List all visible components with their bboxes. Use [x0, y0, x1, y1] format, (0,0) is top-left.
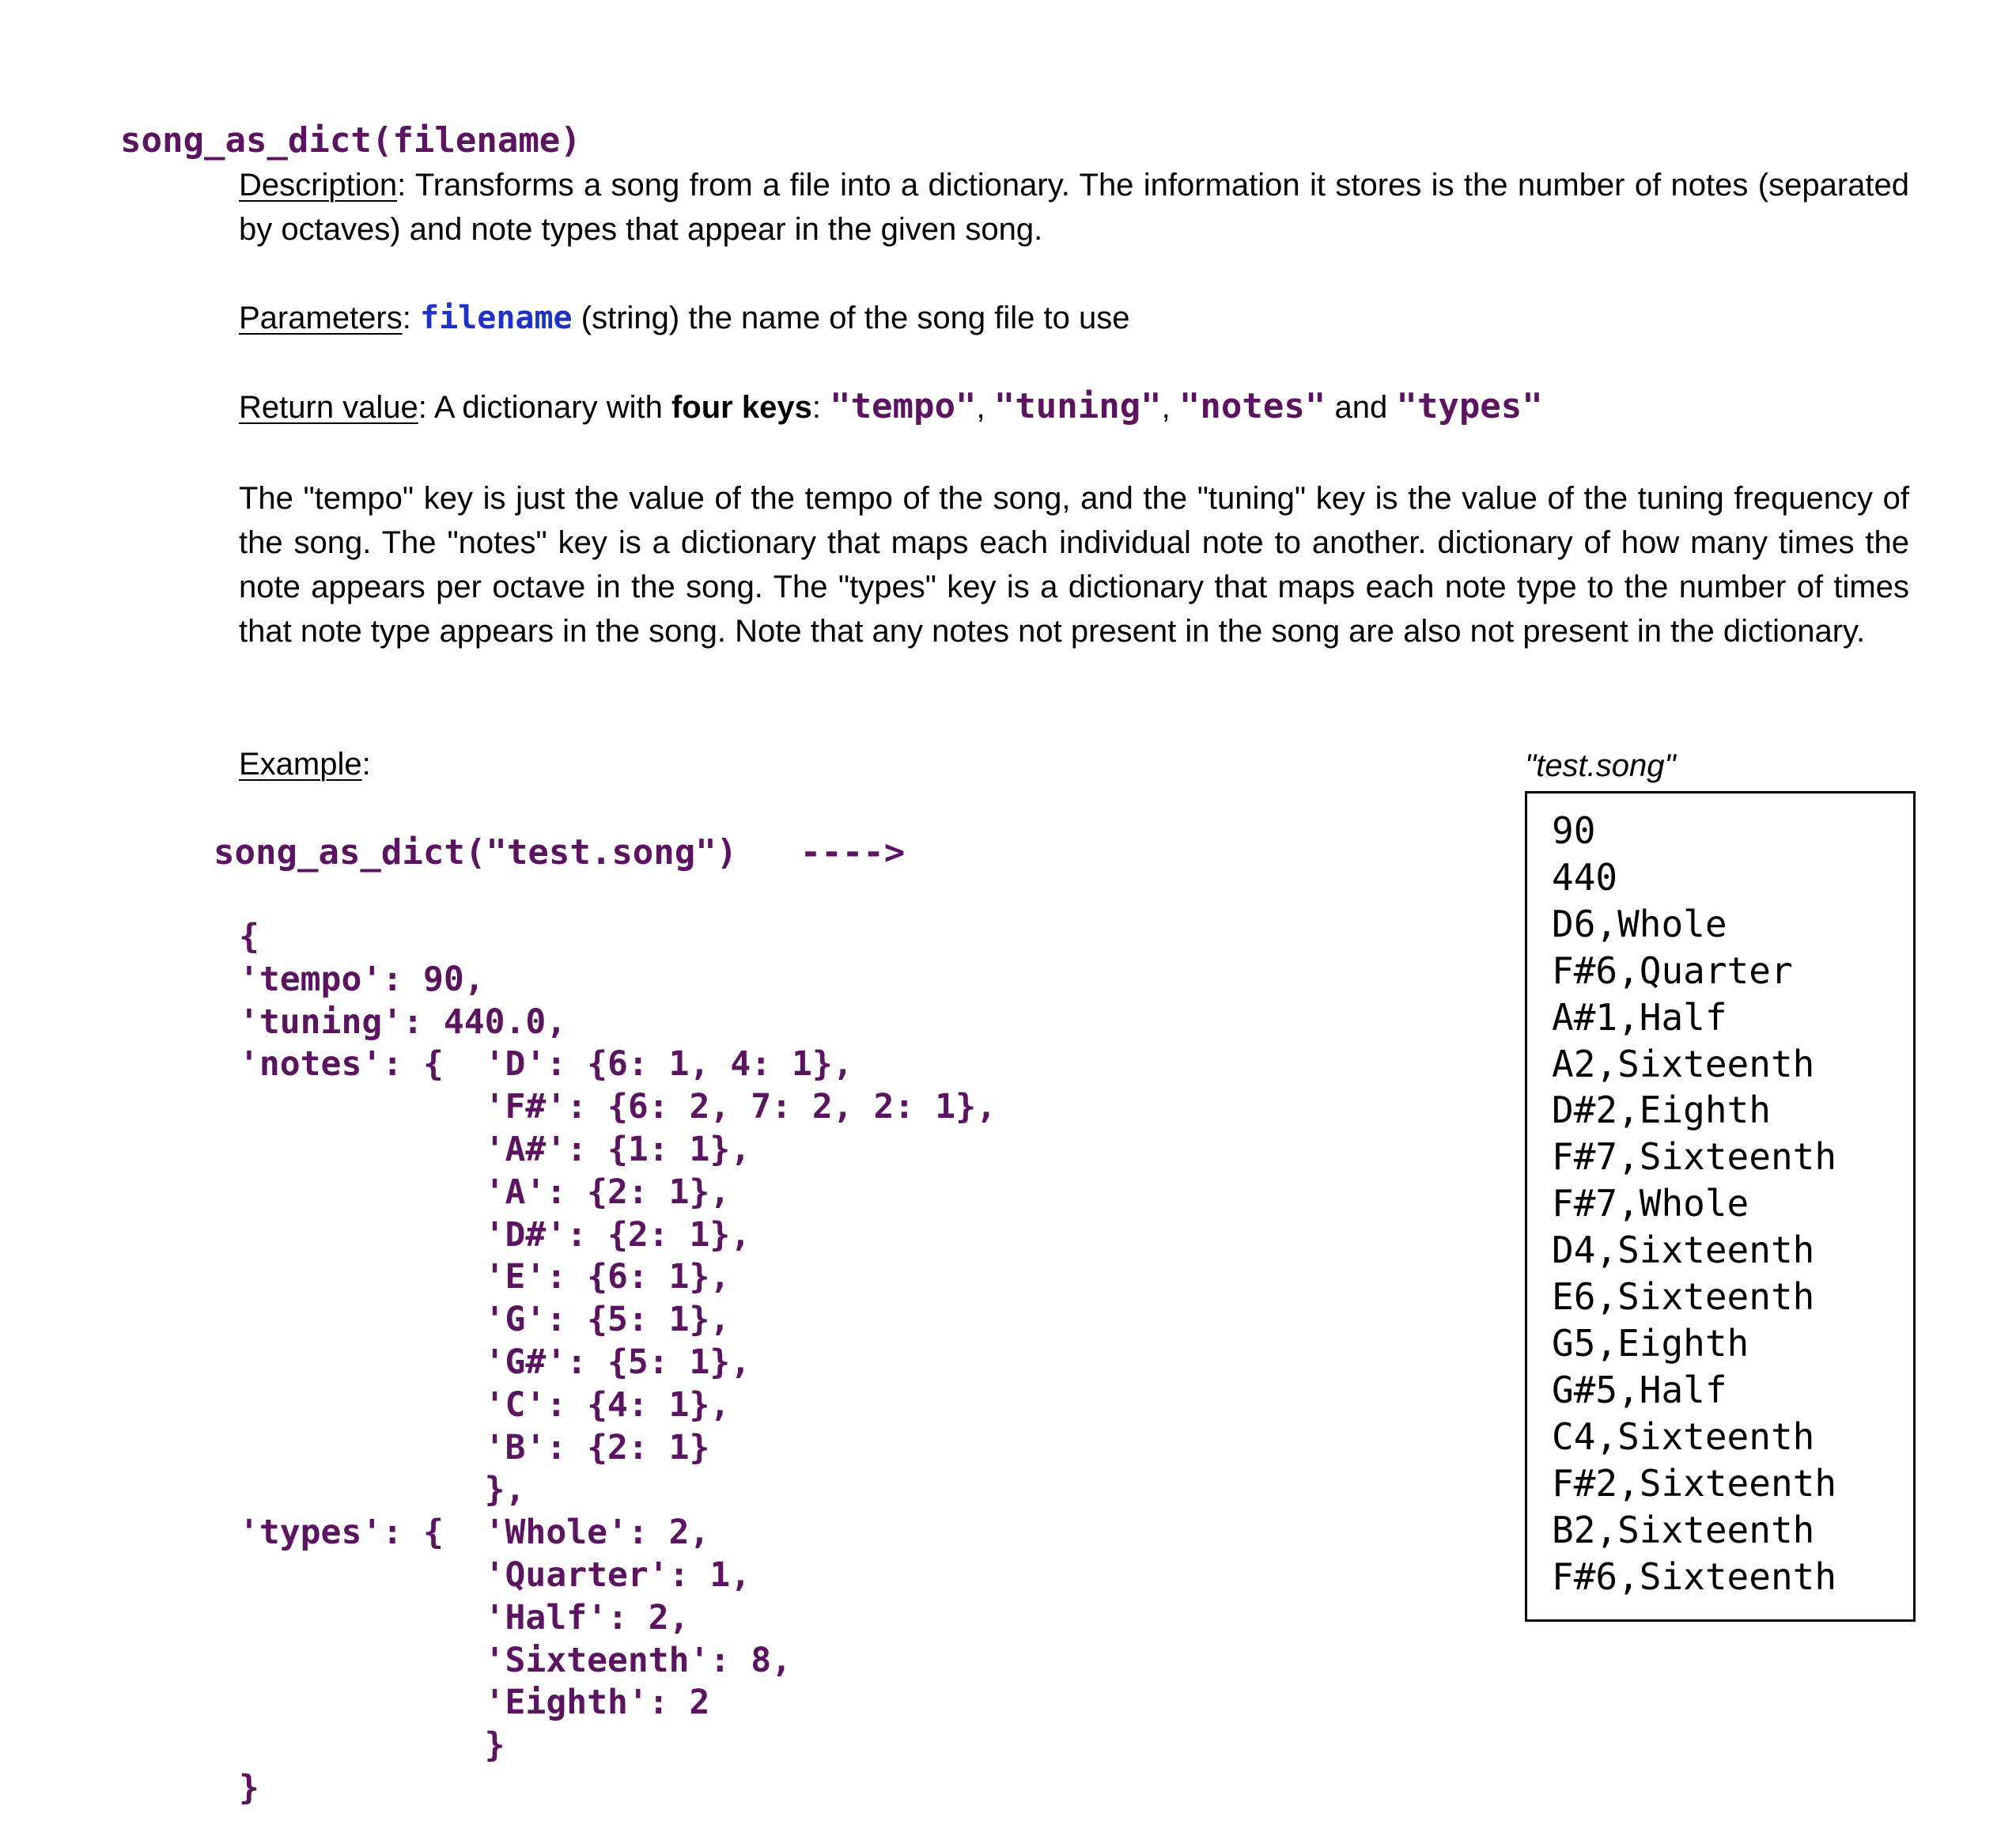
song-file-line: F#6,Quarter	[1552, 949, 1793, 992]
code-line: 'F#': {6: 2, 7: 2, 2: 1},	[239, 1087, 997, 1127]
key-types: "types"	[1396, 386, 1543, 426]
return-value-prefix: A dictionary with	[433, 390, 663, 425]
code-line: 'tempo': 90,	[239, 959, 485, 999]
example-call: song_as_dict("test.song")	[214, 832, 738, 873]
code-line: }	[239, 1767, 259, 1808]
code-line: {	[239, 917, 259, 956]
song-file-line: B2,Sixteenth	[1552, 1508, 1815, 1551]
code-line: 'notes': { 'D': {6: 1, 4: 1},	[239, 1044, 853, 1085]
song-file-line: D6,Whole	[1552, 902, 1727, 945]
key-notes: "notes"	[1178, 386, 1326, 426]
code-line: 'A': {2: 1},	[239, 1172, 731, 1212]
song-file-line: G5,Eighth	[1552, 1321, 1749, 1365]
parameters-label: Parameters	[239, 301, 403, 335]
code-line: 'E': {6: 1},	[239, 1257, 731, 1297]
code-line: 'C': {4: 1},	[239, 1384, 731, 1425]
example-result-code	[239, 916, 997, 1810]
key-tempo: "tempo"	[830, 386, 977, 426]
code-line: 'Sixteenth': 8,	[239, 1640, 792, 1680]
return-value-label: Return value	[239, 390, 418, 425]
song-file-line: A#1,Half	[1552, 995, 1727, 1039]
description-paragraph: Description: Transforms a song from a file into a dictionary. The information it stores is the number of notes (separated by octaves) and note types that appear in the given song.	[239, 168, 1909, 247]
song-file-line: F#7,Whole	[1552, 1182, 1749, 1225]
parameter-text: (string) the name of the song file to use	[581, 301, 1130, 335]
explanation-paragraph: The "tempo" key is just the value of the tempo of the song, and the "tuning" key is the value of the tuning frequency of the song. The "notes" key is a dictionary that maps each individual note to another. dictionary of how many times the note appears per octave in the song. The "types" key is a dictionary that maps each note type to the number of times that note type appears in the song. Note that any notes not present in the song are also not present in the dictionary.	[239, 481, 1909, 649]
song-file-line: 440	[1552, 855, 1618, 899]
song-file-line: D4,Sixteenth	[1552, 1229, 1815, 1272]
song-file-line: E6,Sixteenth	[1552, 1275, 1815, 1319]
code-line: 'Quarter': 1,	[239, 1555, 751, 1595]
key-tuning: "tuning"	[993, 386, 1162, 426]
song-file-line: D#2,Eighth	[1552, 1089, 1771, 1132]
song-file-title: "test.song"	[1525, 748, 1676, 783]
code-line: }	[239, 1725, 505, 1766]
code-line: },	[239, 1470, 526, 1510]
parameters-paragraph: Parameters: filename (string) the name of the song file to use	[239, 300, 1130, 336]
return-value-paragraph: Return value: A dictionary with four keys: "tempo", "tuning", "notes" and "types"	[239, 386, 1543, 426]
parameter-name: filename	[419, 300, 573, 336]
example-paragraph: Example:	[239, 747, 371, 782]
code-line: 'G#': {5: 1},	[239, 1342, 751, 1382]
song-file-line: A2,Sixteenth	[1552, 1042, 1815, 1085]
song-file-line: F#2,Sixteenth	[1552, 1461, 1837, 1505]
code-line: 'B': {2: 1}	[239, 1427, 710, 1467]
code-line: 'Half': 2,	[239, 1597, 690, 1638]
function-heading: song_as_dict(filename)	[120, 120, 581, 161]
song-file-line: 90	[1552, 809, 1596, 852]
song-file-line: G#5,Half	[1552, 1368, 1727, 1411]
example-call-line	[214, 829, 905, 877]
code-line: 'Eighth': 2	[239, 1683, 710, 1723]
song-file-box	[1525, 791, 1916, 1622]
song-file-line: F#6,Sixteenth	[1552, 1555, 1837, 1598]
code-line: 'A#': {1: 1},	[239, 1129, 751, 1169]
return-value-and: and	[1334, 390, 1388, 425]
example-arrow: ---->	[800, 832, 906, 873]
song-file-line: F#7,Sixteenth	[1552, 1135, 1837, 1179]
return-value-bold: four keys	[671, 390, 812, 425]
code-line: 'types': { 'Whole': 2,	[239, 1513, 710, 1553]
description-label: Description	[239, 168, 398, 203]
code-line: 'tuning': 440.0,	[239, 1002, 567, 1042]
code-line: 'G': {5: 1},	[239, 1300, 731, 1340]
description-text: Transforms a song from a file into a dictionary. The information it stores is the number of notes (separated by octaves) and note types that appear in the given song.	[239, 168, 1909, 247]
song-file-line: C4,Sixteenth	[1552, 1414, 1815, 1458]
example-label: Example	[239, 747, 362, 782]
code-line: 'D#': {2: 1},	[239, 1214, 751, 1255]
